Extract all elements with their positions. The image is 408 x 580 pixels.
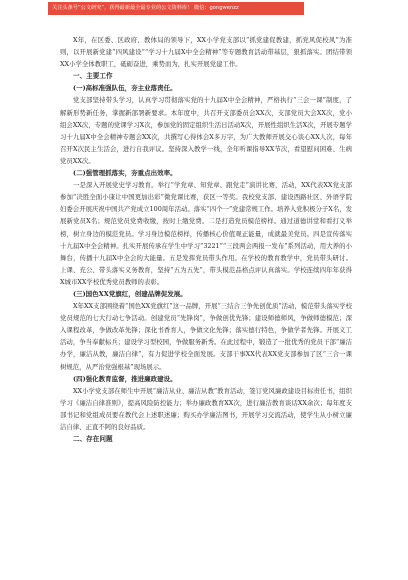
section-heading: 一、主要工作 [73,72,113,81]
paragraph: X年XX支部围绕着“国色XX党旗红”这一品牌，开展“三结合三争先创优质”活动，模范带头落实学校党员规范的七大行动七争活动。创建党员“先锋岗”，争做创优先锋；建设师德师风，争做师德模范；深入课程改革，争做改革先锋；深化书香育人，争做文化先锋；落实德行特色，争做学者先锋。开展义工活动，争当奉献标兵；建设学习型校园，争做服务新秀。在此过程中，锻造了一批优秀的党员干部“廉洁办学，廉洁从教，廉洁自律”，有力促进学校全面发展。支部干事XX代表XX党支部参加了区“三合一课树规范，从严治党强根基”现场展示。 [60,302,352,371]
paragraph: 一是深入开展党史学习教育。举行“学党章、知党章、跟党走”演讲比赛，活动，XX代表XX党支部参加“决胜全面小康让中国更加出彩”微党课比赛，获区一等奖。我校党支部、建设西路社区、外语学院妇委会开展庆祝中国共产党成立100周年活动。落实“四个一”党建常规工作。培养入党积极分子X名，发展新党员X名；规范党员党费收缴，按时上缴党费。二是打造党员模范榜样。通过道德讲堂和看打义举榜，树立身边的模范党员。学习身边模范榜样，传播核心价值观正能量，成就最美党员。四是宣传落实十九届X中全会精神。扎实开展传承在学生中学习“3221”“三段两会两报一发布”系列活动，用大养的小舞台，传播十九届X中全会的大能量。五是发挥党员带头作用。在学校的教育教学中，党员带头研讨。上课、充公、带头落实义务教育，坚持“五为五先”，带头模范品格点评认真落实。学校连续四年年获得X城市XX学校优秀党员教师的表彰。 [60,181,352,286]
subsection-heading: (三)国色XX党旗红，创建品牌促发展。 [73,289,187,298]
subsection-heading: (四)强化教育监督，推进廉政建设。 [73,374,177,383]
header-banner: 关注头条号“公文研究”，获得最新最全最专业的公文资料库！ 微信：gongwenzz [48,2,304,15]
subsection-heading: (一)高标准强队伍，夯主业落责任。 [73,84,177,93]
paragraph: XX小学党支部在师生中开展“廉洁从业、廉洁从教”教育活动，签订党风廉政建设目标责任书，组织学习《廉洁自律准则》，提高风险防控能力；举办廉政教育XX次，进行廉洁教育谈话XX余次；每年度支部书记和党组成员要在教代会上述职述廉；购买办学廉洁图书，开展学习交流活动，使学生从小树立廉洁自律、正直不阿的良好品质。 [60,386,352,431]
document-body [60,34,352,445]
section-heading: 二、存在问题 [73,435,113,444]
subsection-heading: (二)强管理抓落实，夯重点出效率。 [73,169,177,178]
paragraph: X年，在区委、区政府、教体局的领导下，XX小学党支部以“抓党建促教建，抓党风促校风”为准则，以开展新党建“四风建设”“学习十九届X中全会精神”等专题教育活动带基层，狠抓落实。团结带领XX小学全体教职工，砥砺奋进，乘势而为，扎实开展党建工作。 [60,36,352,69]
paragraph: 党支部坚持带头学习，认真学习贯彻落实党的十九届X中全会精神，严格执行“三会一课”制度，了解新形势新任务，掌握新部署新要求。本年度中，共召开支部委员会XX次，支部党员大会XX次，党小组会XX次，专题的党课学习X次，参加党的固定组织生活日活动X次，开展性组织生活X次，开展专题学习十九届X中全会精神专题会XX次，共撰写心得体会X多万字，为广大教师开展交心谈心XX人次，每年召开X次民主生活会，进行自我评议。坚持深入教学一线，全年听课指导XX节次，看望慰问困难、生病党员XX次。 [60,96,352,165]
